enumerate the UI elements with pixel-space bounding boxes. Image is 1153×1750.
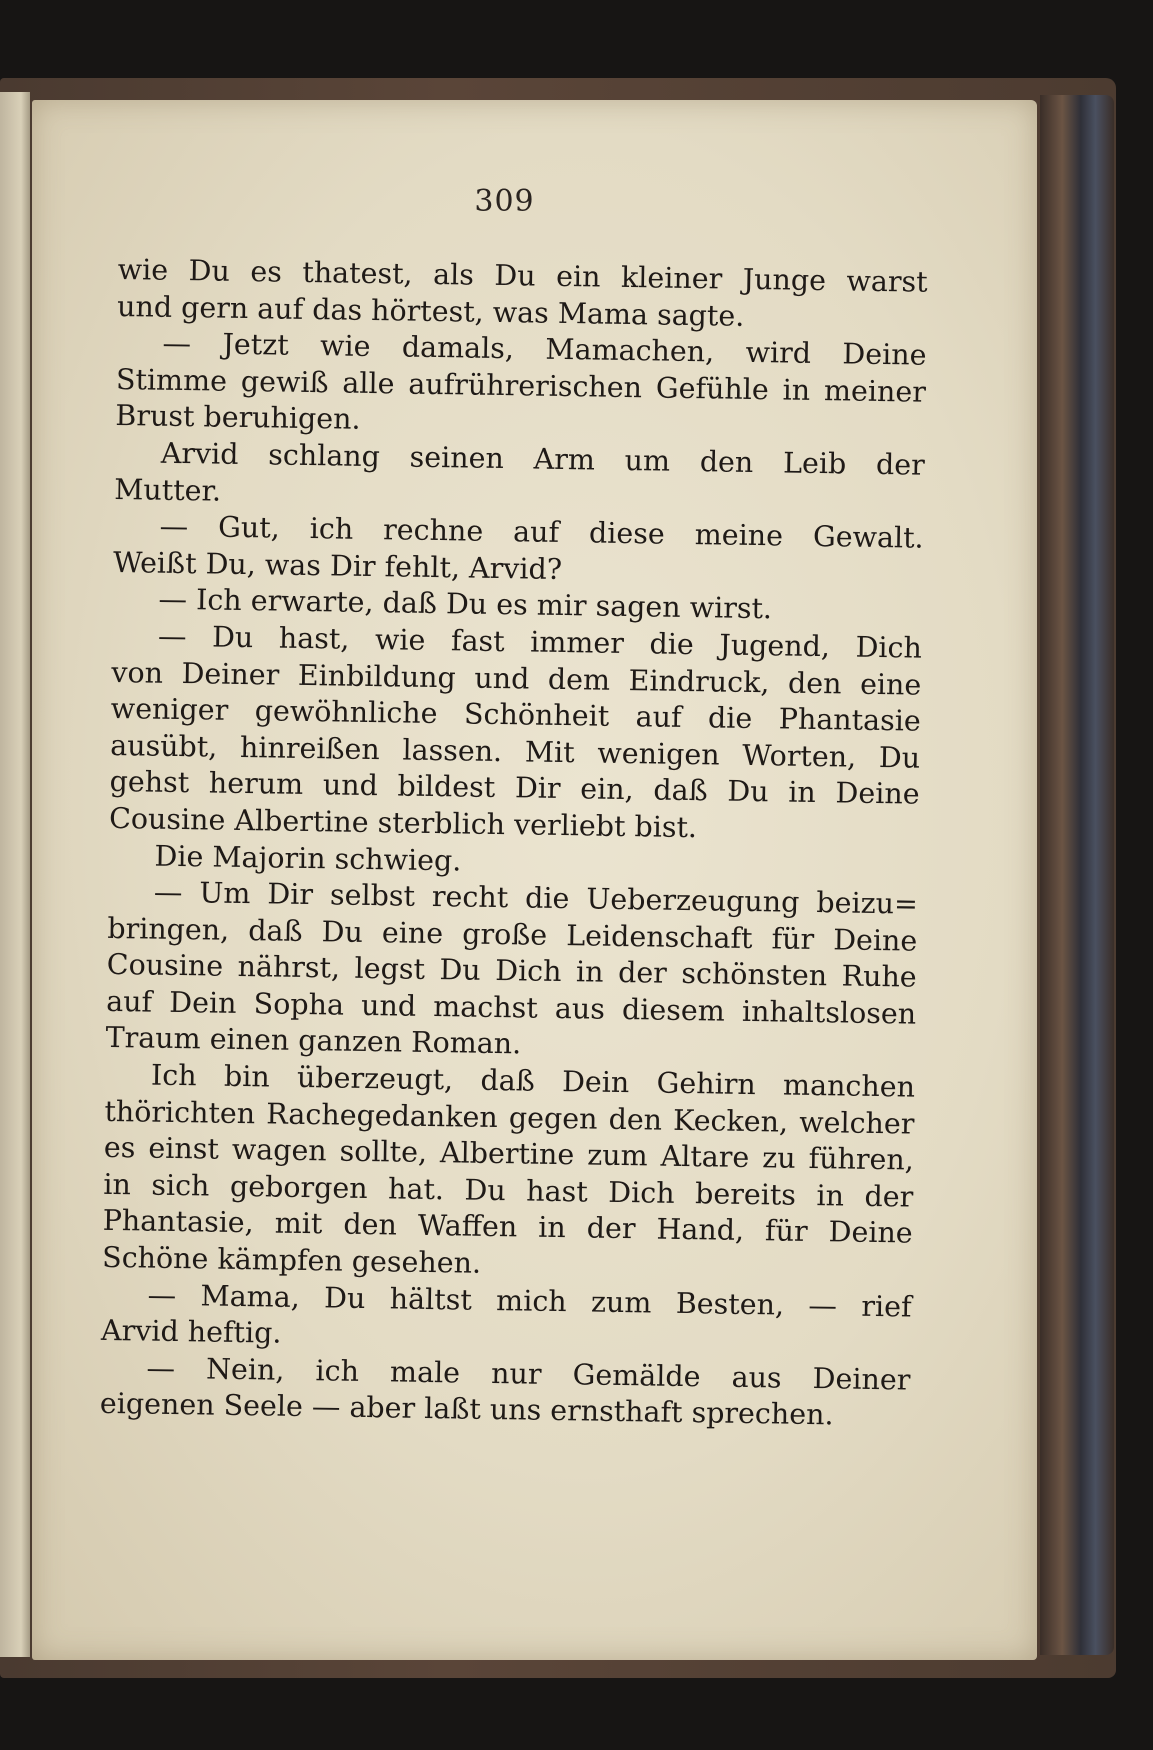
page-text [100, 252, 928, 1436]
text-line: Die Majorin schwieg. [154, 839, 462, 877]
text-line: — Mama, Du hältst mich zum Besten, — rief [147, 1278, 912, 1324]
text-line: weniger gewöhnliche Schönheit auf die Phantasie [110, 692, 921, 738]
text-line: Ich bin überzeugt, daß Dein Gehirn manchen [150, 1058, 916, 1104]
text-line: — Gut, ich rechne auf diese meine Gewalt. [159, 509, 924, 555]
text-line: Stimme gewiß alle aufrührerischen Gefühle in meiner [115, 362, 927, 409]
text-line: Mutter. [114, 472, 222, 508]
text-line: thörichten Rachegedanken gegen den Kecken, welcher [104, 1094, 915, 1141]
text-line: auf Dein Sopha und machst aus diesem inhaltslosen [105, 984, 917, 1031]
text-line: — Nein, ich male nur Gemälde aus Deiner [146, 1351, 911, 1397]
text-line: Schöne kämpfen gesehen. [101, 1240, 482, 1280]
book-cover-edge [1040, 95, 1114, 1655]
text-line: Weißt Du, was Dir fehlt, Arvid? [112, 545, 563, 586]
text-line: eigenen Seele — aber laßt uns ernsthaft sprechen. [99, 1387, 834, 1432]
text-line: in sich geborgen hat. Du hast Dich bereits in der [103, 1167, 914, 1214]
text-line: — Jetzt wie damals, Mamachen, wird Deine [162, 326, 927, 372]
text-line: wie Du es thatest, als Du ein kleiner Junge warst [117, 252, 928, 299]
text-line: von Deiner Einbildung und dem Eindruck, den eine [111, 655, 922, 702]
text-line: Traum einen ganzen Roman. [105, 1021, 522, 1061]
text-line: — Ich erwarte, daß Du es mir sagen wirst. [158, 583, 773, 626]
text-line: — Um Dir selbst recht die Ueberzeugung beizu= [153, 875, 919, 921]
text-line: Phantasie, mit den Waffen in der Hand, für Deine [102, 1204, 913, 1251]
book-page [32, 100, 1037, 1660]
text-line: Cousine Albertine sterblich verliebt bist. [108, 801, 698, 845]
text-line: Brust beruhigen. [115, 399, 361, 437]
text-line: bringen, daß Du eine große Leidenschaft für Deine [107, 911, 918, 958]
text-line: Arvid schlang seinen Arm um den Leib der [160, 436, 926, 482]
text-line: Arvid heftig. [100, 1314, 282, 1350]
page-number: 309 [474, 184, 535, 219]
text-line: und gern auf das hörtest, was Mama sagte. [116, 289, 745, 333]
facing-page-edge [0, 92, 30, 1657]
text-line: — Du hast, wie fast immer die Jugend, Dich [157, 619, 923, 665]
text-line: Cousine nährst, legst Du Dich in der schönsten Ruhe [106, 948, 917, 994]
text-line: gehst herum und bildest Dir ein, daß Du in Deine [109, 765, 920, 811]
text-line: ausübt, hinreißen lassen. Mit wenigen Worten, Du [109, 728, 921, 775]
text-line: es einst wagen sollte, Albertine zum Altare zu führen, [103, 1131, 915, 1177]
